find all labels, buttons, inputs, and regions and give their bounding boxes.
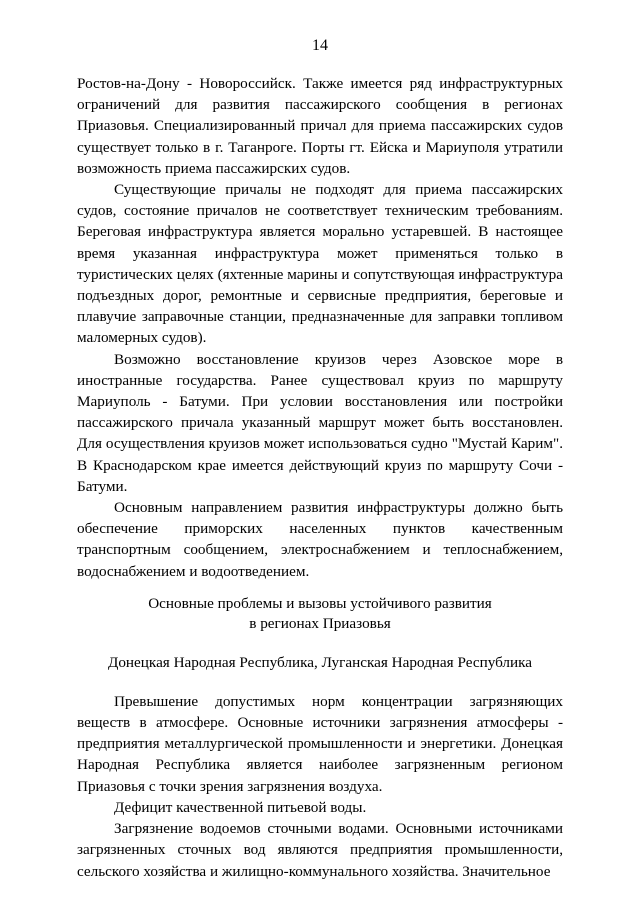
paragraph-berths-condition: Существующие причалы не подходят для приема пассажирских судов, состояние причалов не соответствует техническим требованиям. Береговая инфраструктура является морально устаревшей. В настоящее время указанная инфраструктура может применяться только в туристических целях (яхтенные марины и сопутствующая инфраструктура подъездных дорог, ремонтные и сервисные предприятия, береговые и плавучие заправочные станции, предназначенные для заправки топливом маломерных судов). (77, 181, 563, 347)
paragraph-air-pollution: Превышение допустимых норм концентрации загрязняющих веществ в атмосфере. Основные источники загрязнения атмосферы - предприятия металлургической промышленности и энергетики. Донецкая Народная Республика является наиболее загрязненным регионом Приазовья с точки зрения загрязнения воздуха. (77, 692, 563, 795)
document-body (77, 73, 563, 882)
section-heading (77, 594, 563, 634)
section-heading-line-2: в регионах Приазовья (249, 614, 391, 632)
page-number: 14 (312, 37, 328, 54)
paragraph-wastewater: Загрязнение водоемов сточными водами. Основными источниками загрязненных сточных вод являются предприятия промышленности, сельского хозяйства и жилищно-коммунального хозяйства. Значительное (77, 820, 563, 880)
section-heading-line-1: Основные проблемы и вызовы устойчивого развития (148, 594, 492, 612)
subsection-heading: Донецкая Народная Республика, Луганская Народная Республика (107, 653, 533, 671)
paragraph-cruise-routes-end: Ростов-на-Дону - Новороссийск. Также имеется ряд инфраструктурных ограничений для развития пассажирского сообщения в регионах Приазовья. Специализированный причал для приема пассажирских судов существует только в г. Таганроге. Порты гт. Ейска и Мариуполя утратили возможность приема пассажирских судов. (77, 75, 563, 177)
paragraph-cruise-restoration: Возможно восстановление круизов через Азовское море в иностранные государства. Ранее существовал круиз по маршруту Мариуполь - Батуми. При условии восстановления или постройки пассажирского причала указанный маршрут может быть восстановлен. Для осуществления круизов может использоваться судно "Мустай Карим". В Краснодарском крае имеется действующий круиз по маршруту Сочи - Батуми. (77, 350, 563, 495)
paragraph-water-deficit: Дефицит качественной питьевой воды. (114, 798, 367, 816)
paragraph-infrastructure-direction: Основным направлением развития инфраструктуры должно быть обеспечение приморских населенных пунктов качественным транспортным сообщением, электроснабжением и теплоснабжением, водоснабжением и водоотведением. (77, 499, 563, 580)
